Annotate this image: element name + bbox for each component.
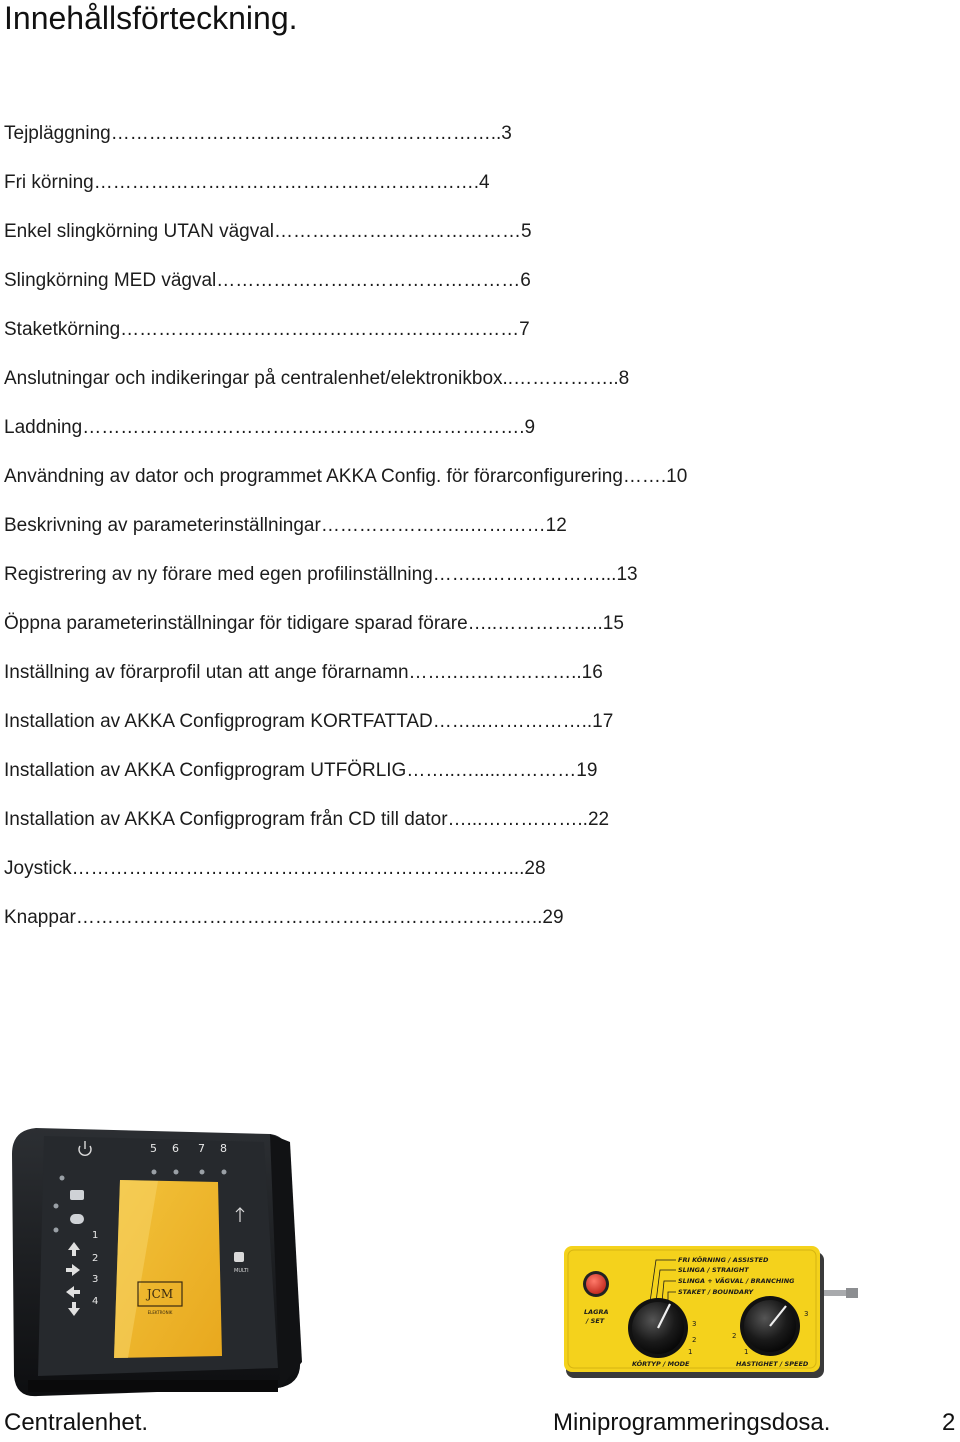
- toc-entry: Fri körning…………………………………………………….4: [4, 172, 490, 193]
- indicator-number: 5: [150, 1142, 157, 1155]
- stop-icon: [70, 1214, 84, 1224]
- seat-icon: [234, 1252, 244, 1262]
- programming-box-caption: Miniprogrammeringsdosa.: [553, 1409, 831, 1436]
- side-number: 2: [92, 1253, 99, 1264]
- toc-entry: Slingkörning MED vägval…………………………………………6: [4, 270, 531, 291]
- mini-programming-box-image: [560, 1242, 860, 1382]
- toc-entry: Installation av AKKA Configprogram UTFÖRLIG……..….....…………19: [4, 760, 598, 781]
- toc-entry: Installation av AKKA Configprogram från CD till dator…...……………..22: [4, 809, 610, 830]
- speed-knob-label: HASTIGHET / SPEED: [736, 1360, 809, 1368]
- mode-knob: [628, 1298, 688, 1358]
- led-icon: [200, 1170, 205, 1175]
- toc-entry: Staketkörning………………………………………………………7: [4, 319, 530, 340]
- toc-entry: Anslutningar och indikeringar på centralenhet/elektronikbox..……………..8: [4, 368, 630, 389]
- toc-entry: Knappar………………………………………………………………..29: [4, 907, 564, 928]
- knob-mark: 2: [692, 1336, 697, 1344]
- mode-option-label: FRI KÖRNING / ASSISTED: [678, 1256, 769, 1264]
- side-number: 1: [92, 1230, 99, 1241]
- side-number: 3: [92, 1274, 99, 1285]
- mode-option-label: SLINGA / STRAIGHT: [678, 1266, 749, 1274]
- mode-option-label: SLINGA + VÄGVAL / BRANCHING: [678, 1277, 795, 1285]
- multi-label: MULTI: [234, 1268, 249, 1274]
- toc-entry: Registrering av ny förare med egen profilinställning……...………………...13: [4, 564, 638, 585]
- toc-entry: Beskrivning av parameterinställningar…………………...…………12: [4, 515, 567, 536]
- led-icon: [174, 1170, 179, 1175]
- toc-entry: Installation av AKKA Configprogram KORTFATTAD……...……………..17: [4, 711, 614, 732]
- knob-mark: 1: [688, 1348, 693, 1356]
- mode-knob-label: KÖRTYP / MODE: [632, 1360, 690, 1368]
- toc-entry: Inställning av förarprofil utan att ange förarnamn…….….……………..16: [4, 662, 603, 683]
- indicator-number: 8: [220, 1142, 227, 1155]
- mode-option-label: STAKET / BOUNDARY: [678, 1288, 754, 1296]
- toc-entry: Enkel slingkörning UTAN vägval…………………………………5: [4, 221, 532, 242]
- toc-entry: Öppna parameterinställningar för tidigare sparad förare…..……………..15: [4, 613, 624, 634]
- page-title: Innehållsförteckning.: [4, 0, 298, 36]
- table-of-contents: [4, 120, 687, 953]
- set-button: [586, 1274, 606, 1294]
- toc-entry: Användning av dator och programmet AKKA Config. för förarconfigurering…….10: [4, 466, 688, 487]
- knob-mark: 1: [744, 1348, 749, 1356]
- knob-mark: 3: [692, 1320, 697, 1328]
- central-unit-image: [8, 1122, 304, 1400]
- central-unit-caption: Centralenhet.: [4, 1409, 149, 1436]
- indicator-number: 7: [198, 1142, 205, 1155]
- page-number: 2: [942, 1409, 956, 1436]
- led-icon: [222, 1170, 227, 1175]
- toc-entry: Tejpläggning……………………………………………………..3: [4, 123, 512, 144]
- side-number: 4: [92, 1296, 99, 1307]
- indicator-number: 6: [172, 1142, 179, 1155]
- knob-mark: 3: [804, 1310, 809, 1318]
- set-button-label: / SET: [586, 1317, 605, 1325]
- mode-icon: [70, 1190, 84, 1200]
- speed-knob: [740, 1296, 800, 1356]
- knob-mark: 2: [732, 1332, 737, 1340]
- led-icon: [152, 1170, 157, 1175]
- toc-entry: Joystick……………………………………………………………...28: [4, 858, 546, 879]
- svg-text:JCM: JCM: [146, 1287, 174, 1301]
- svg-text:ELEKTRONIK: ELEKTRONIK: [147, 1310, 173, 1315]
- toc-entry: Laddning…………………………………………………………….9: [4, 417, 536, 438]
- set-button-label: LAGRA: [584, 1308, 609, 1316]
